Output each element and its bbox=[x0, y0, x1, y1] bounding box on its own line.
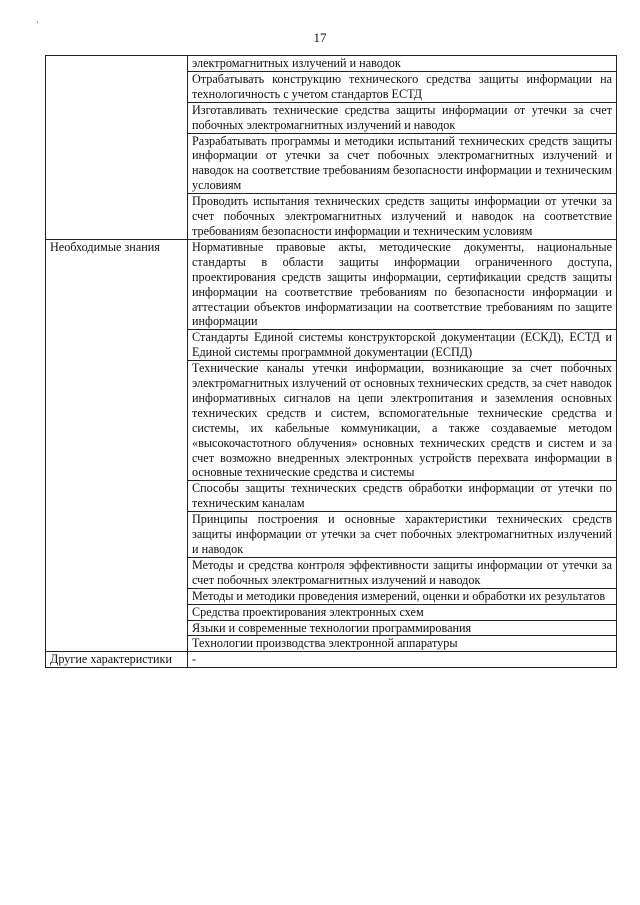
page-number: 17 bbox=[313, 30, 327, 45]
table-row bbox=[46, 239, 617, 329]
row-text: Методы и средства контроля эффективности защиты информации от утечки за счет побочных электромагнитных излучений и наводок bbox=[188, 557, 617, 588]
row-label: Другие характеристики bbox=[46, 652, 188, 668]
row-text: Разрабатывать программы и методики испытаний технических средств защиты информации от утечки за счет побочных электромагнитных излучений и наводок на соответствие требованиям безопасности информации и техническим условиям bbox=[188, 133, 617, 194]
row-label: Необходимые знания bbox=[46, 239, 188, 651]
row-text: Технические каналы утечки информации, возникающие за счет побочных электромагнитных излучений от основных технических средств, за счет наводок информативных сигналов на цепи электропитания и заземления основных технических средств и систем, вспомогательные технические средства и системы, их кабельные коммуникации, а также создаваемые методом «высокочастотного облучения» основных технических средств и систем и за счет возможно внедренных электронных устройств перехвата информации в основные технические средства и системы bbox=[188, 361, 617, 481]
row-text: Проводить испытания технических средств защиты информации от утечки за счет побочных электромагнитных излучений и наводок на соответствие требованиям безопасности информации и техническим условиям bbox=[188, 194, 617, 240]
row-text: Технологии производства электронной аппаратуры bbox=[188, 636, 617, 652]
row-text: Стандарты Единой системы конструкторской документации (ЕСКД), ЕСТД и Единой системы программной документации (ЕСПД) bbox=[188, 330, 617, 361]
row-text: Нормативные правовые акты, методические документы, национальные стандарты в области защиты информации ограниченного доступа, проектирования средств защиты информации, сертификации средств защиты информации на соответствие требованиям по безопасности информации и аттестации объектов информатизации на соответствие требованиям по защите информации bbox=[188, 239, 617, 329]
row-text: Методы и методики проведения измерений, оценки и обработки их результатов bbox=[188, 588, 617, 604]
row-text: Языки и современные технологии программирования bbox=[188, 620, 617, 636]
table-row bbox=[46, 652, 617, 668]
scan-mark: · bbox=[36, 17, 39, 27]
row-text: Изготавливать технические средства защиты информации от утечки за счет побочных электромагнитных излучений и наводок bbox=[188, 102, 617, 133]
table-body bbox=[46, 56, 617, 668]
row-text: - bbox=[188, 652, 617, 668]
row-text: Средства проектирования электронных схем bbox=[188, 604, 617, 620]
requirements-table bbox=[45, 55, 617, 668]
row-text: электромагнитных излучений и наводок bbox=[188, 56, 617, 72]
row-text: Способы защиты технических средств обработки информации от утечки по техническим каналам bbox=[188, 481, 617, 512]
row-label bbox=[46, 56, 188, 240]
row-text: Отрабатывать конструкцию технического средства защиты информации на технологичность с учетом стандартов ЕСТД bbox=[188, 71, 617, 102]
table-row bbox=[46, 56, 617, 72]
row-text: Принципы построения и основные характеристики технических средств защиты информации от утечки за счет побочных электромагнитных излучений и наводок bbox=[188, 512, 617, 558]
